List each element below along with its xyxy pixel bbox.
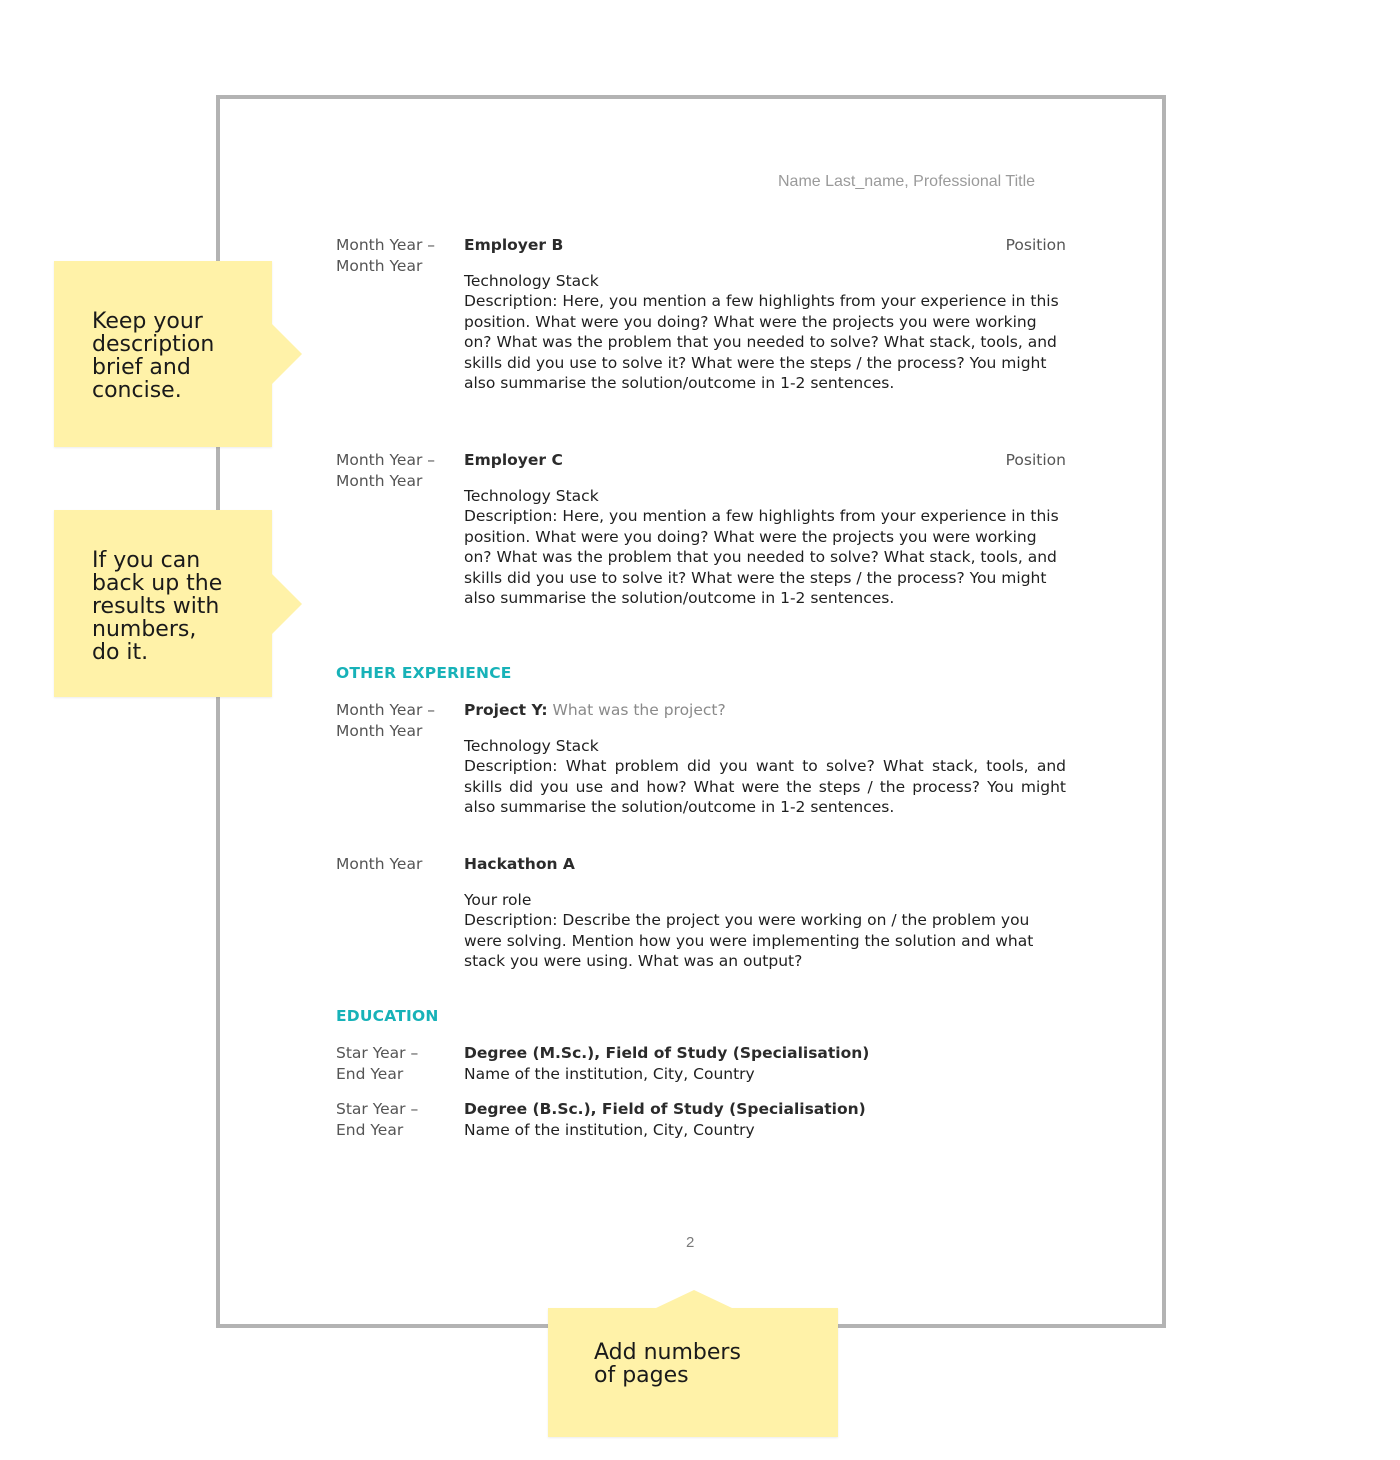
page-number: 2 [686,1234,695,1251]
hackathon-body [464,854,1066,972]
employer-position: Position [1005,236,1066,254]
section-heading-other-experience: OTHER EXPERIENCE [336,664,512,682]
education-degree: Degree (M.Sc.), Field of Study (Specialisation) [464,1044,870,1062]
employer-body [464,235,1066,394]
callout-note-numbers: If you can back up the results with numbers, do it. [54,510,272,697]
hackathon-dates: Month Year [336,855,423,873]
callout-note-brief: Keep your description brief and concise. [54,261,272,447]
technology-stack: Technology Stack [464,736,599,755]
project-description: Description: What problem did you want to solve? What stack, tools, and skills did you use and how? What were the steps / the process? You might also summarise the solution/outcome in 1-2 sentences. [464,757,1066,816]
project-name: Project Y: [464,701,548,719]
hackathon-description: Description: Describe the project you were working on / the problem you were solving. Mention how you were implementing the solution and what stack you were using. What was an output? [464,911,1034,970]
employer-name: Employer B [464,236,564,254]
education-dates: Star Year – End Year [336,1044,419,1083]
education-dates: Star Year – End Year [336,1100,419,1139]
education-body [464,1099,1066,1140]
employer-body [464,450,1066,609]
hackathon-name: Hackathon A [464,855,575,873]
project-question: What was the project? [552,701,726,719]
education-institution: Name of the institution, City, Country [464,1064,755,1083]
project-dates: Month Year – Month Year [336,701,436,740]
employer-dates: Month Year – Month Year [336,451,436,490]
employer-name: Employer C [464,451,563,469]
technology-stack: Technology Stack [464,271,599,290]
employer-description: Description: Here, you mention a few highlights from your experience in this position. What were you doing? What were the projects you were working on? What was the problem that you needed to solve? What stack, tools, and skills did you use to solve it? What were the steps / the process? You might also summarise the solution/outcome in 1-2 sentences. [464,507,1059,607]
header-name-title: Name Last_name, Professional Title [778,173,1036,190]
hackathon-role: Your role [464,890,532,909]
education-body [464,1043,1066,1084]
employer-description: Description: Here, you mention a few highlights from your experience in this position. What were you doing? What were the projects you were working on? What was the problem that you needed to solve? What stack, tools, and skills did you use to solve it? What were the steps / the process? You might also summarise the solution/outcome in 1-2 sentences. [464,292,1059,392]
callout-note-pages: Add numbers of pages [548,1308,838,1437]
education-degree: Degree (B.Sc.), Field of Study (Specialisation) [464,1100,866,1118]
employer-dates: Month Year – Month Year [336,236,436,275]
employer-position: Position [1005,451,1066,469]
education-institution: Name of the institution, City, Country [464,1120,755,1139]
project-body [464,700,1066,818]
technology-stack: Technology Stack [464,486,599,505]
section-heading-education: EDUCATION [336,1007,439,1025]
